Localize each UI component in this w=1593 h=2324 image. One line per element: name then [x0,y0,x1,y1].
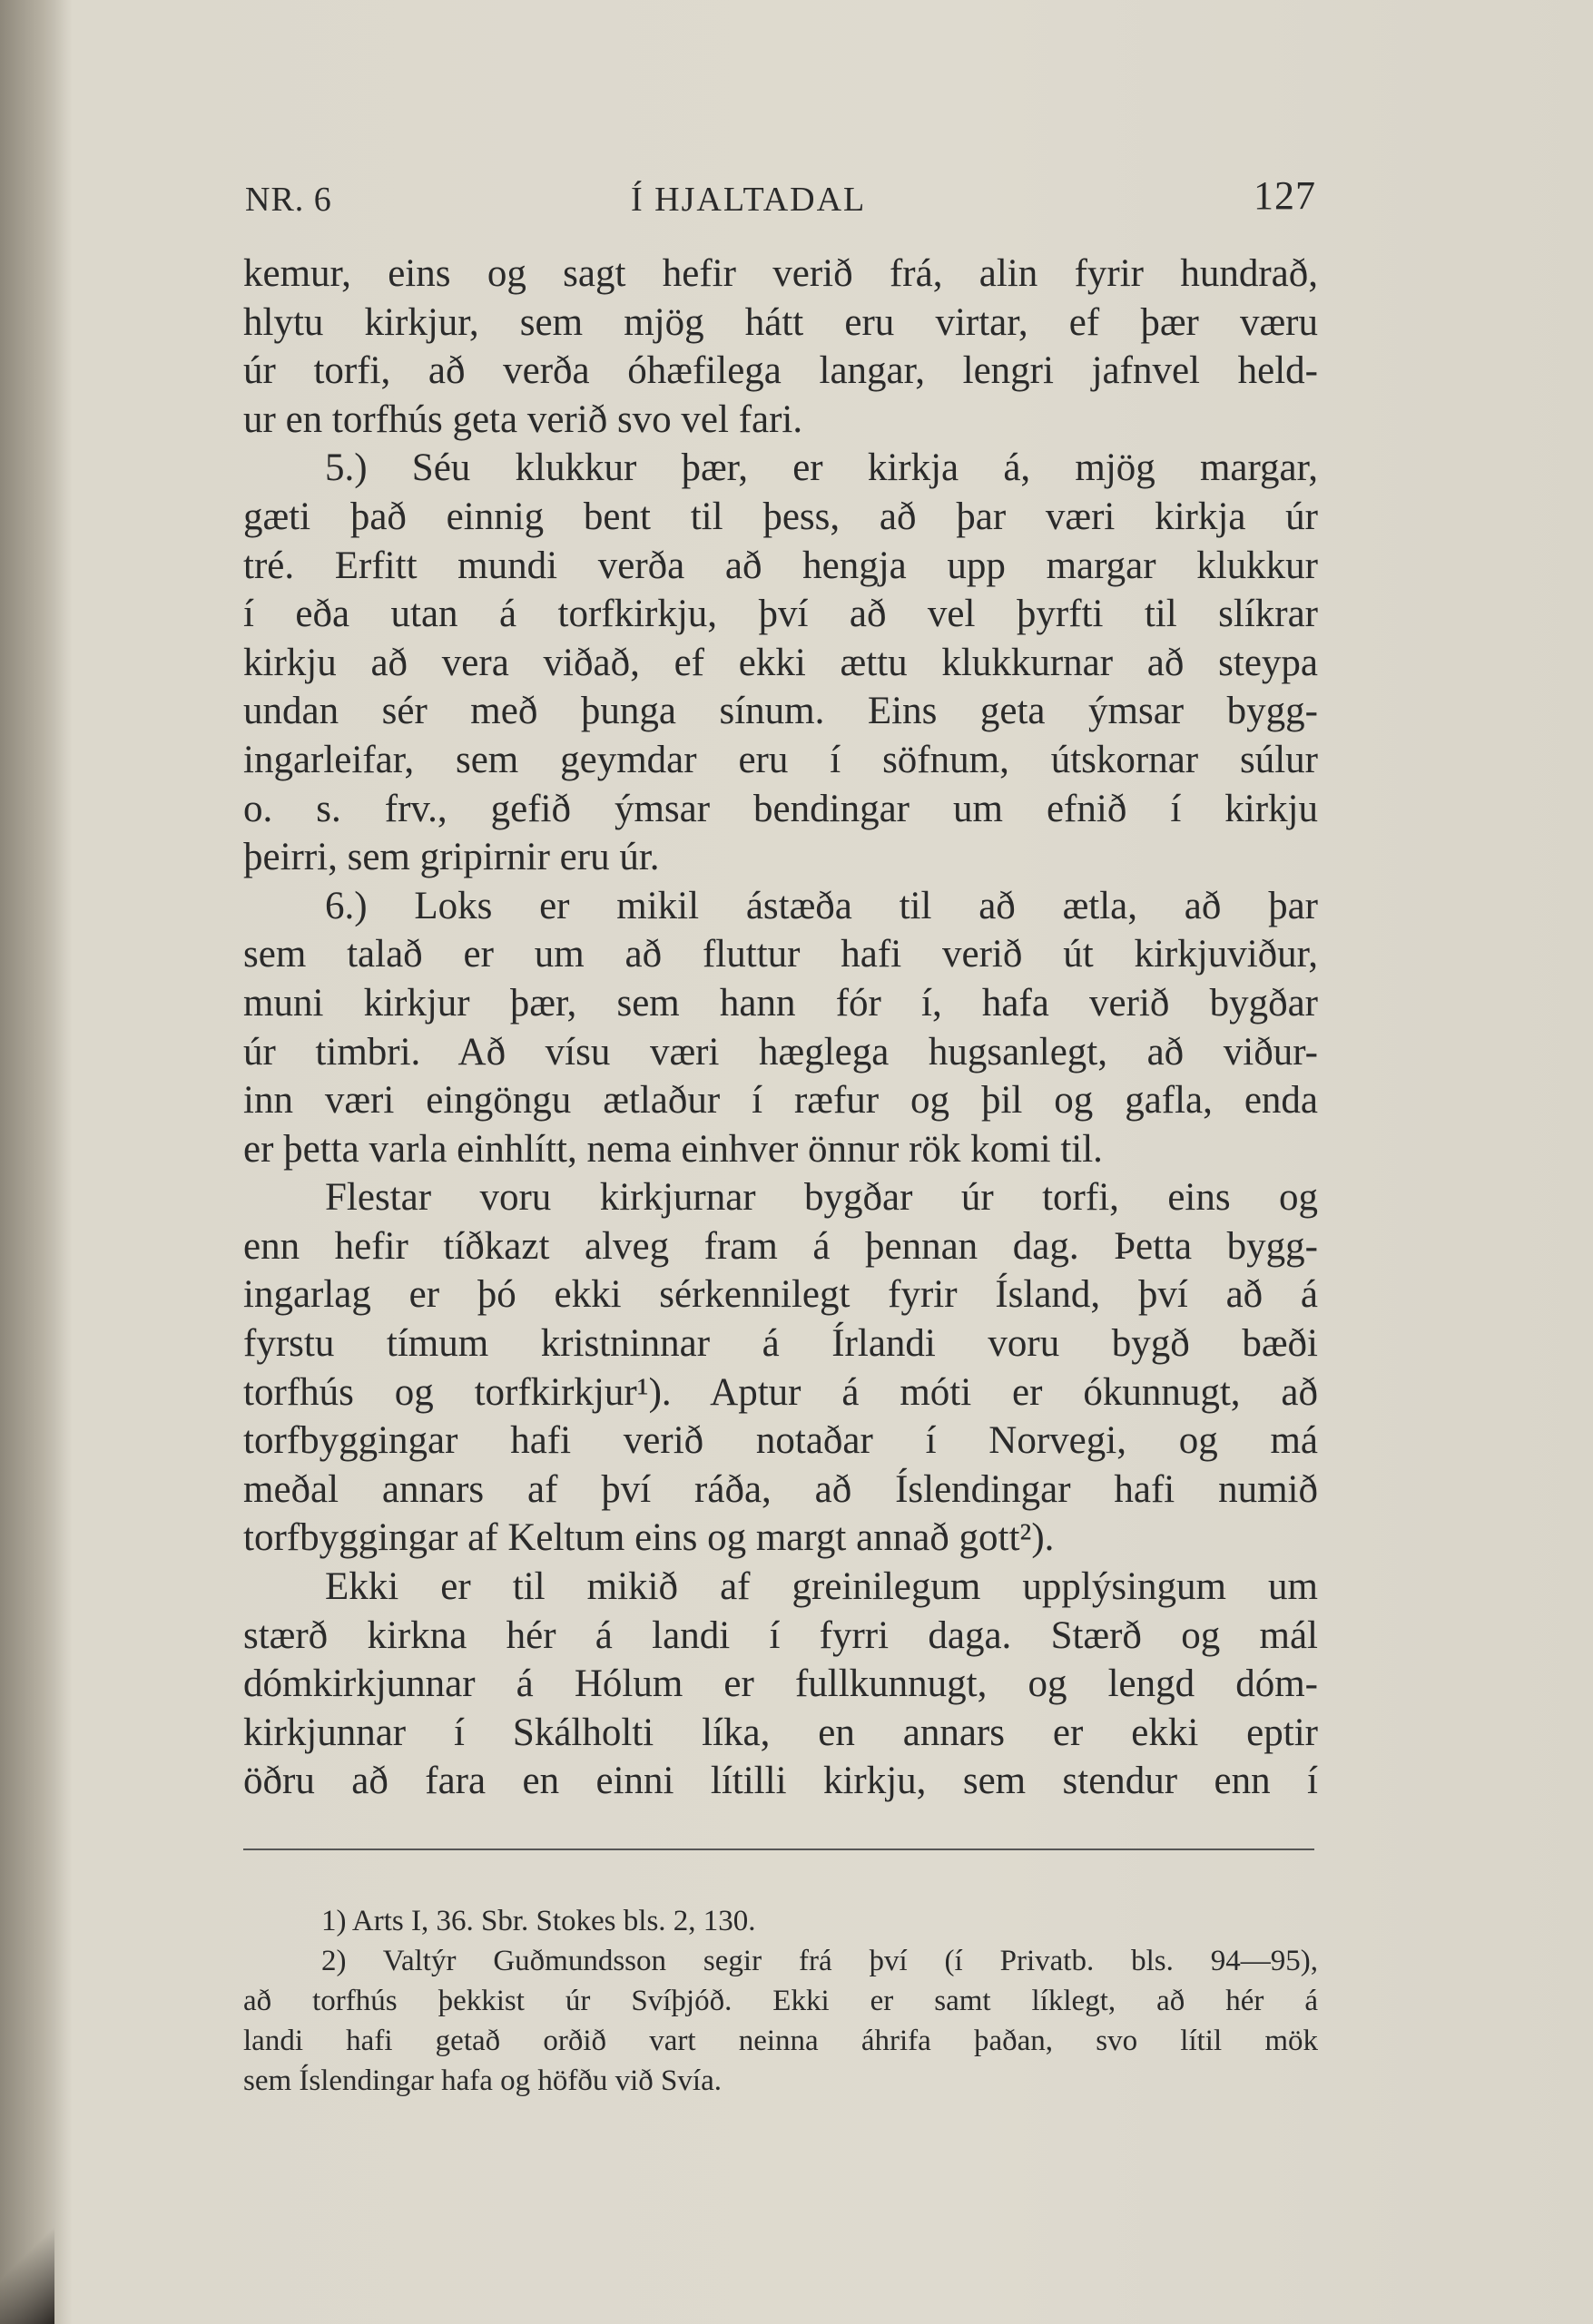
footnotes [243,1901,1318,2101]
text-line: úr timbri. Að vísu væri hæglega hugsanlegt, að viður- [243,1030,1318,1074]
page-number: 127 [1254,173,1316,218]
text-line: 5.) Séu klukkur þær, er kirkja á, mjög margar, [325,446,1318,490]
text-line: undan sér með þunga sínum. Eins geta ýmsar bygg- [243,690,1318,733]
text-line: hlytu kirkjur, sem mjög hátt eru virtar, ef þær væru [243,300,1318,344]
running-title: Í HJALTADAL [631,181,867,219]
text-line: þeirri, sem gripirnir eru úr. [243,836,660,879]
corner-shadow [0,2215,54,2324]
text-line: í eða utan á torfkirkju, því að vel þyrfti til slíkrar [243,593,1318,636]
text-line: ingarlag er þó ekki sérkennilegt fyrir Ísland, því að á [243,1273,1318,1317]
text-line: úr torfi, að verða óhæfilega langar, lengri jafnvel held- [243,349,1318,393]
running-header [245,172,1316,227]
text-line: sem talað er um að fluttur hafi verið út kirkjuviður, [243,933,1318,976]
footnote-1: 1) Arts I, 36. Sbr. Stokes bls. 2, 130. [321,1905,756,1937]
text-line: kemur, eins og sagt hefir verið frá, alin fyrir hundrað, [243,252,1318,295]
text-line: 6.) Loks er mikil ástæða til að ætla, að þar [325,884,1318,927]
text-line: meðal annars af því ráða, að Íslendingar hafi numið [243,1467,1318,1511]
text-line: torfbyggingar hafi verið notaðar í Norvegi, og má [243,1419,1318,1463]
text-line: fyrstu tímum kristninnar á Írlandi voru bygð bæði [243,1322,1318,1366]
footnote-line: landi hafi getað orðið vart neinna áhrifa þaðan, svo lítil mök [243,2025,1318,2057]
text-line: stærð kirkna hér á landi í fyrri daga. Stærð og mál [243,1613,1318,1657]
text-line: ingarleifar, sem geymdar eru í söfnum, útskornar súlur [243,738,1318,781]
text-line: torfbyggingar af Keltum eins og margt annað gott²). [243,1516,1055,1560]
text-line: enn hefir tíðkazt alveg fram á þennan dag. Þetta bygg- [243,1224,1318,1268]
text-line: dómkirkjunnar á Hólum er fullkunnugt, og lengd dóm- [243,1662,1318,1706]
issue-number: NR. 6 [245,181,332,219]
text-line: kirkju að vera viðað, ef ekki ættu klukkurnar að steypa [243,641,1318,684]
footnote-line: sem Íslendingar hafa og höfðu við Svía. [243,2064,722,2097]
text-line: Flestar voru kirkjurnar bygðar úr torfi, eins og [325,1176,1318,1220]
text-line: er þetta varla einhlítt, nema einhver önnur rök komi til. [243,1127,1103,1171]
text-line: o. s. frv., gefið ýmsar bendingar um efnið í kirkju [243,787,1318,830]
footnote-line: að torfhús þekkist úr Svíþjóð. Ekki er samt líklegt, að hér á [243,1985,1318,2017]
text-line: torfhús og torfkirkjur¹). Aptur á móti er ókunnugt, að [243,1370,1318,1414]
text-line: muni kirkjur þær, sem hann fór í, hafa verið bygðar [243,981,1318,1025]
text-line: kirkjunnar í Skálholti líka, en annars er ekki eptir [243,1711,1318,1754]
book-spine-shadow [0,0,73,2324]
text-line: ur en torfhús geta verið svo vel fari. [243,397,803,441]
text-line: tré. Erfitt mundi verða að hengja upp margar klukkur [243,544,1318,587]
body-text [243,250,1318,1806]
text-line: öðru að fara en einni lítilli kirkju, sem stendur enn í [243,1760,1318,1803]
text-line: inn væri eingöngu ætlaður í ræfur og þil og gafla, enda [243,1079,1318,1123]
text-line: gæti það einnig bent til þess, að þar væri kirkja úr [243,495,1318,538]
footnote-2: 2) Valtýr Guðmundsson segir frá því (í Privatb. bls. 94—95), [321,1945,1318,1977]
text-line: Ekki er til mikið af greinilegum upplýsingum um [325,1565,1318,1609]
footnote-divider [243,1848,1314,1850]
